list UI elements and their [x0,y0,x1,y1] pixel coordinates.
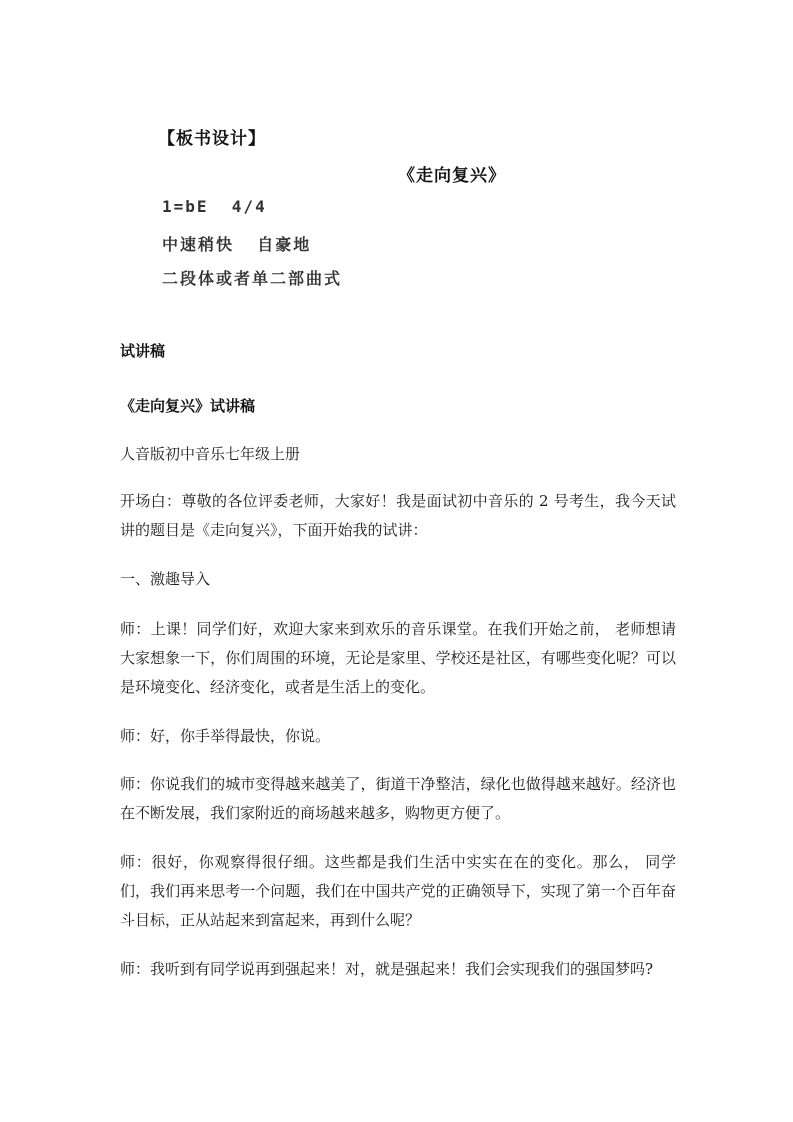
script-label: 试讲稿 [120,342,166,360]
board-design-heading: 【板书设计】 [158,129,266,149]
section-intro-heading: 一、激趣导入 [120,570,211,588]
teacher-paragraph-2: 师：好，你手举得最快，你说。 [120,727,331,745]
teacher-paragraph-1: 师：上课！同学们好，欢迎大家来到欢乐的音乐课堂。在我们开始之前， 老师想请大家想象一下，你们周围的环境，无论是家里、学校还是社区，有哪些变化呢？可以是环境变化、经济变化，或者是生活上的变化。 [120,620,676,696]
teacher-paragraph-4: 师：很好，你观察得很仔细。这些都是我们生活中实实在在的变化。那么， 同学们，我们再来思考一个问题，我们在中国共产党的正确领导下，实现了第一个百年奋斗目标，正从站起来到富起来，再到什么呢？ [120,853,676,929]
script-title: 《走向复兴》试讲稿 [120,397,256,415]
board-key-signature: 1=bE 4/4 [162,197,267,216]
teacher-paragraph-5: 师：我听到有同学说再到强起来！对，就是强起来！我们会实现我们的强国梦吗? [120,960,654,978]
textbook-line: 人音版初中音乐七年级上册 [120,445,301,463]
teacher-paragraph-3: 师：你说我们的城市变得越来越美了，街道干净整洁，绿化也做得越来越好。经济也在不断发展，我们家附近的商场越来越多，购物更方便了。 [120,775,676,822]
opening-paragraph: 开场白：尊敬的各位评委老师，大家好！我是面试初中音乐的 2 号考生，我今天试讲的题目是《走向复兴》，下面开始我的试讲： [120,492,676,539]
board-song-title: 《走向复兴》 [398,166,506,186]
board-form: 二段体或者单二部曲式 [162,269,343,288]
board-tempo: 中速稍快 自豪地 [162,235,312,254]
